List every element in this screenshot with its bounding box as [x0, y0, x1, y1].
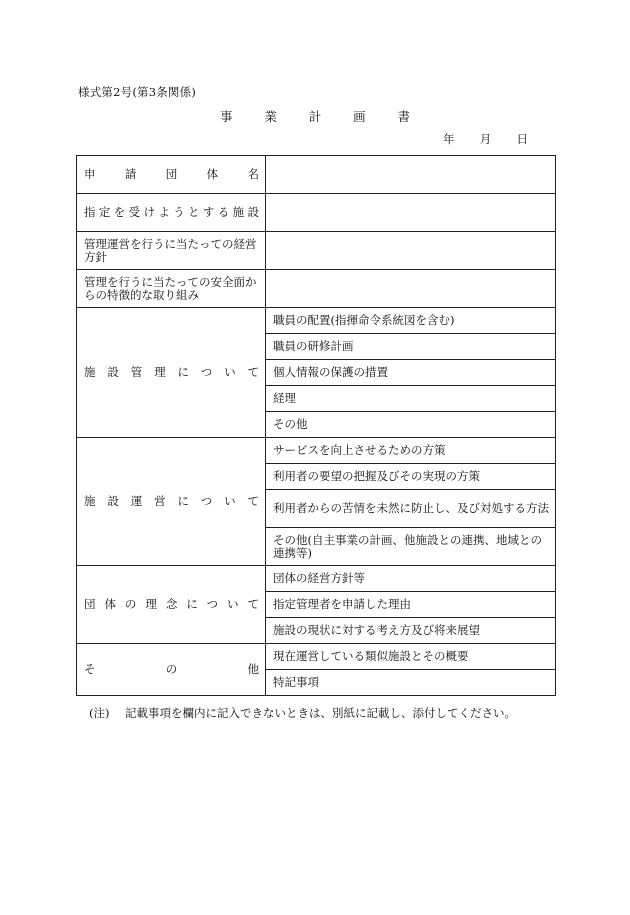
footnote-text: 記載事項を欄内に記入できないときは、別紙に記載し、添付してください。 [125, 706, 516, 720]
management-policy-label: 管理運営を行うに当たっての経営方針 [77, 232, 266, 270]
management-policy-field[interactable] [266, 232, 556, 270]
form-code: 様式第2号(第3条関係) [78, 85, 197, 99]
other-item[interactable]: 特記事項 [266, 670, 556, 696]
date-month: 月 [479, 132, 492, 146]
title-char: 計 [308, 109, 322, 124]
title-char: 画 [353, 109, 366, 124]
facility-mgmt-label: 施設管理について [77, 308, 266, 438]
facility-mgmt-item[interactable]: 経理 [266, 386, 556, 412]
facility-mgmt-item[interactable]: 職員の配置(指揮命令系統図を含む) [266, 308, 556, 334]
philosophy-item[interactable]: 指定管理者を申請した理由 [266, 592, 556, 618]
facility-ops-item[interactable]: 利用者の要望の把握及びその実現の方策 [266, 464, 556, 490]
safety-field[interactable] [266, 270, 556, 308]
facility-ops-label: 施設運営について [77, 438, 266, 566]
title-char: 業 [264, 109, 277, 124]
title-char: 事 [220, 109, 233, 124]
plan-table [76, 155, 556, 696]
document-title [220, 107, 410, 125]
philosophy-item[interactable]: 団体の経営方針等 [266, 566, 556, 592]
date-day: 日 [516, 132, 528, 146]
facility-ops-item[interactable]: 利用者からの苦情を未然に防止し、及び対処する方法 [266, 490, 556, 528]
date-year: 年 [443, 132, 455, 146]
facility-mgmt-item[interactable]: 職員の研修計画 [266, 334, 556, 360]
footnote [89, 705, 516, 721]
applicant-field[interactable] [266, 156, 556, 194]
philosophy-label: 団体の理念について [77, 566, 266, 644]
philosophy-item[interactable]: 施設の現状に対する考え方及び将来展望 [266, 618, 556, 644]
facility-ops-item[interactable]: サービスを向上させるための方策 [266, 438, 556, 464]
date-line [443, 131, 528, 147]
facility-mgmt-item[interactable]: その他 [266, 412, 556, 438]
facility-field[interactable] [266, 194, 556, 232]
other-item[interactable]: 現在運営している類似施設とその概要 [266, 644, 556, 670]
applicant-label: 申請団体名 [77, 156, 266, 194]
title-char: 書 [397, 109, 410, 124]
facility-ops-item[interactable]: その他(自主事業の計画、他施設との連携、地域との連携等) [266, 528, 556, 566]
facility-label: 指定を受けようとする施設 [77, 194, 266, 232]
footnote-tag: (注) [89, 706, 110, 720]
other-label: その他 [77, 644, 266, 696]
safety-label: 管理を行うに当たっての安全面からの特徴的な取り組み [77, 270, 266, 308]
facility-mgmt-item[interactable]: 個人情報の保護の措置 [266, 360, 556, 386]
